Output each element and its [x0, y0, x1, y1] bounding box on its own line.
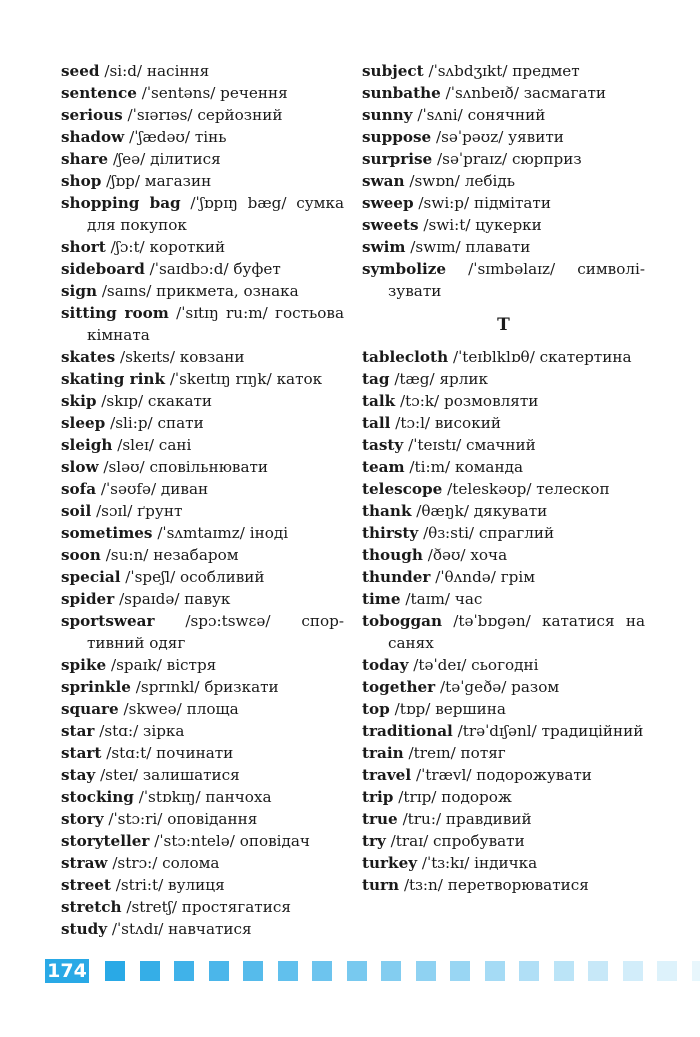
- s-entries: [362, 60, 645, 302]
- headword: sleep: [61, 414, 106, 432]
- transcription-translation: /stɑ:t/ починати: [106, 744, 234, 762]
- dictionary-entry: [61, 676, 344, 698]
- transcription-translation: /ˈsɪərɪəs/ серйозний: [127, 106, 283, 124]
- headword: share: [61, 150, 109, 168]
- dictionary-entry: [362, 808, 645, 830]
- dictionary-entry: [61, 764, 344, 786]
- footer-decor-square: [519, 961, 539, 981]
- transcription-translation: /ʃɒp/ магазин: [106, 172, 212, 190]
- footer-decor-square: [105, 961, 125, 981]
- headword: sunbathe: [362, 84, 441, 102]
- footer-decor-square: [278, 961, 298, 981]
- dictionary-entry: [362, 698, 645, 720]
- dictionary-entry: [61, 346, 344, 368]
- dictionary-entry: [362, 60, 645, 82]
- dictionary-entry: [61, 852, 344, 874]
- transcription-translation: /səˈpraɪz/ сюрприз: [437, 150, 582, 168]
- transcription-translation: /səˈpəʊz/ уявити: [436, 128, 564, 146]
- headword: slow: [61, 458, 99, 476]
- headword: sprinkle: [61, 678, 131, 696]
- headword: stocking: [61, 788, 134, 806]
- dictionary-entry: [61, 698, 344, 720]
- transcription-translation: /ti:m/ команда: [409, 458, 523, 476]
- headword: sofa: [61, 480, 97, 498]
- transcription-translation: /swi:t/ цукерки: [423, 216, 542, 234]
- transcription-translation: /ˈʃɒpɪŋ bæg/ сумка для покупок: [87, 194, 345, 234]
- headword: sweep: [362, 194, 414, 212]
- transcription-translation: /tɔ:l/ високий: [395, 414, 501, 432]
- headword: soon: [61, 546, 101, 564]
- headword: together: [362, 678, 436, 696]
- dictionary-entry: [61, 280, 344, 302]
- dictionary-entry: [61, 170, 344, 192]
- footer-decor-square: [485, 961, 505, 981]
- transcription-translation: /stɑ:/ зірка: [99, 722, 185, 740]
- dictionary-entry: [362, 764, 645, 786]
- transcription-translation: /sɔɪl/ ґрунт: [96, 502, 183, 520]
- dictionary-entry: [362, 610, 645, 654]
- dictionary-entry: [61, 412, 344, 434]
- dictionary-entry: [61, 302, 344, 346]
- transcription-translation: /swi:p/ підмітати: [418, 194, 551, 212]
- dictionary-entry: [61, 258, 344, 280]
- footer-decor-square: [243, 961, 263, 981]
- transcription-translation: /ðəʊ/ хоча: [427, 546, 508, 564]
- headword: trip: [362, 788, 394, 806]
- dictionary-entry: [362, 192, 645, 214]
- transcription-translation: /ʃeə/ ділитися: [112, 150, 221, 168]
- dictionary-entry: [362, 544, 645, 566]
- transcription-translation: /ˈsaɪdbɔ:d/ буфет: [149, 260, 281, 278]
- headword: symbolize: [362, 260, 447, 278]
- headword: sign: [61, 282, 97, 300]
- dictionary-entry: [362, 434, 645, 456]
- dictionary-entry: [362, 676, 645, 698]
- transcription-translation: /sleɪ/ сані: [117, 436, 192, 454]
- page-number: 174: [45, 959, 89, 983]
- dictionary-entry: [362, 830, 645, 852]
- headword: traditional: [362, 722, 453, 740]
- transcription-translation: /stri:t/ вулиця: [115, 876, 225, 894]
- headword: team: [362, 458, 405, 476]
- headword: try: [362, 832, 386, 850]
- dictionary-entry: [362, 852, 645, 874]
- transcription-translation: /traɪ/ спробувати: [390, 832, 525, 850]
- headword: shop: [61, 172, 102, 190]
- transcription-translation: /ˈtɜ:kɪ/ індичка: [421, 854, 538, 872]
- dictionary-entry: [362, 148, 645, 170]
- transcription-translation: /stretʃ/ простягатися: [126, 898, 291, 916]
- transcription-translation: /θɜ:sti/ спраглий: [423, 524, 555, 542]
- footer-decor-square: [657, 961, 677, 981]
- dictionary-entry: [61, 588, 344, 610]
- footer-decor-square: [209, 961, 229, 981]
- transcription-translation: /skweə/ площа: [123, 700, 239, 718]
- left-column: [61, 60, 344, 940]
- footer-decor-square: [416, 961, 436, 981]
- headword: stay: [61, 766, 96, 784]
- transcription-translation: /swɒn/ лебідь: [409, 172, 515, 190]
- dictionary-entry: [61, 60, 344, 82]
- footer-decor-square: [588, 961, 608, 981]
- transcription-translation: /sprɪnkl/ бризкати: [135, 678, 279, 696]
- dictionary-entry: [362, 500, 645, 522]
- transcription-translation: /ˈsʌnbeɪð/ засмагати: [445, 84, 607, 102]
- transcription-translation: /spɔ:tswɛə/ спортивний одяг: [87, 612, 344, 652]
- headword: swim: [362, 238, 406, 256]
- dictionary-entry: [362, 456, 645, 478]
- dictionary-entry: [362, 82, 645, 104]
- transcription-translation: /ˈsʌbdʒɪkt/ предмет: [428, 62, 580, 80]
- dictionary-entry: [61, 720, 344, 742]
- transcription-translation: /θæŋk/ дякувати: [416, 502, 548, 520]
- dictionary-entry: [362, 478, 645, 500]
- headword: street: [61, 876, 111, 894]
- transcription-translation: /swɪm/ плавати: [410, 238, 531, 256]
- headword: telescope: [362, 480, 443, 498]
- transcription-translation: /tæg/ ярлик: [394, 370, 489, 388]
- dictionary-entry: [61, 786, 344, 808]
- dictionary-entry: [61, 808, 344, 830]
- headword: seed: [61, 62, 100, 80]
- dictionary-entry: [61, 522, 344, 544]
- transcription-translation: /ˈsentəns/ речення: [141, 84, 288, 102]
- transcription-translation: /ˈspeʃl/ особливий: [125, 568, 265, 586]
- transcription-translation: /ˈskeɪtɪŋ rɪŋk/ каток: [169, 370, 323, 388]
- dictionary-entry: [61, 82, 344, 104]
- dictionary-entry: [61, 610, 344, 654]
- headword: soil: [61, 502, 92, 520]
- headword: stretch: [61, 898, 122, 916]
- footer-decor-square: [347, 961, 367, 981]
- dictionary-entry: [362, 786, 645, 808]
- transcription-translation: /tɜ:n/ перетворюватися: [403, 876, 589, 894]
- transcription-translation: /saɪns/ прикмета, ознака: [101, 282, 299, 300]
- headword: tasty: [362, 436, 404, 454]
- dictionary-entry: [362, 588, 645, 610]
- dictionary-entry: [362, 874, 645, 896]
- headword: serious: [61, 106, 123, 124]
- headword: true: [362, 810, 398, 828]
- transcription-translation: /təˈbɒgən/ кататися на санях: [388, 612, 645, 652]
- headword: top: [362, 700, 390, 718]
- footer-decor-square: [381, 961, 401, 981]
- headword: today: [362, 656, 409, 674]
- headword: skip: [61, 392, 97, 410]
- headword: sitting room: [61, 304, 169, 322]
- footer-decor-square: [623, 961, 643, 981]
- transcription-translation: /ˈsʌni/ сонячний: [417, 106, 546, 124]
- dictionary-entry: [61, 390, 344, 412]
- transcription-translation: /tru:/ правдивий: [402, 810, 532, 828]
- dictionary-entry: [362, 368, 645, 390]
- transcription-translation: /trɪp/ подорож: [398, 788, 512, 806]
- headword: short: [61, 238, 106, 256]
- transcription-translation: /si:d/ насіння: [104, 62, 210, 80]
- transcription-translation: /ˈstʌdɪ/ навчатися: [111, 920, 252, 938]
- headword: thirsty: [362, 524, 419, 542]
- dictionary-entry: [61, 434, 344, 456]
- transcription-translation: /treɪn/ потяг: [408, 744, 506, 762]
- transcription-translation: /ˈstɔ:ntelə/ оповідач: [154, 832, 310, 850]
- dictionary-entry: [61, 566, 344, 588]
- transcription-translation: /ˈteɪstɪ/ смачний: [408, 436, 536, 454]
- footer-decor-square: [174, 961, 194, 981]
- transcription-translation: /taɪm/ час: [405, 590, 483, 608]
- headword: talk: [362, 392, 396, 410]
- dictionary-entry: [61, 742, 344, 764]
- dictionary-entry: [61, 148, 344, 170]
- headword: thank: [362, 502, 412, 520]
- transcription-translation: /təˈgeðə/ разом: [439, 678, 560, 696]
- transcription-translation: /ˈtrævl/ подорожувати: [415, 766, 592, 784]
- dictionary-entry: [61, 368, 344, 390]
- headword: toboggan: [362, 612, 443, 630]
- dictionary-entry: [362, 258, 645, 302]
- headword: surprise: [362, 150, 433, 168]
- dictionary-entry: [61, 896, 344, 918]
- transcription-translation: /ˈʃædəʊ/ тінь: [129, 128, 227, 146]
- transcription-translation: /spaɪdə/ павук: [119, 590, 231, 608]
- headword: sportswear: [61, 612, 155, 630]
- headword: skating rink: [61, 370, 165, 388]
- dictionary-entry: [362, 566, 645, 588]
- headword: shopping bag: [61, 194, 181, 212]
- transcription-translation: /ˈsʌmtaɪmz/ іноді: [157, 524, 289, 542]
- dictionary-entry: [61, 126, 344, 148]
- dictionary-entry: [362, 104, 645, 126]
- headword: tall: [362, 414, 391, 432]
- headword: swan: [362, 172, 405, 190]
- dictionary-entry: [362, 412, 645, 434]
- headword: suppose: [362, 128, 432, 146]
- dictionary-entry: [61, 654, 344, 676]
- headword: travel: [362, 766, 412, 784]
- headword: time: [362, 590, 401, 608]
- dictionary-entry: [362, 236, 645, 258]
- transcription-translation: /ʃɔ:t/ короткий: [110, 238, 226, 256]
- headword: turkey: [362, 854, 418, 872]
- headword: spider: [61, 590, 115, 608]
- transcription-translation: /ˈsɪmbəlaɪz/ символізувати: [388, 260, 645, 300]
- dictionary-entry: [362, 170, 645, 192]
- dictionary-entry: [362, 522, 645, 544]
- headword: subject: [362, 62, 424, 80]
- headword: sleigh: [61, 436, 113, 454]
- dictionary-entry: [362, 126, 645, 148]
- dictionary-entry: [61, 874, 344, 896]
- transcription-translation: /strɔ:/ солома: [112, 854, 220, 872]
- transcription-translation: /tɔ:k/ розмовляти: [399, 392, 539, 410]
- transcription-translation: /steɪ/ залишатися: [100, 766, 240, 784]
- headword: sometimes: [61, 524, 153, 542]
- transcription-translation: /ˈstɔ:ri/ оповідання: [108, 810, 258, 828]
- headword: shadow: [61, 128, 125, 146]
- headword: spike: [61, 656, 107, 674]
- transcription-translation: /spaɪk/ вістря: [110, 656, 217, 674]
- transcription-translation: /tɒp/ вершина: [394, 700, 506, 718]
- headword: straw: [61, 854, 108, 872]
- section-letter: T: [497, 315, 510, 335]
- headword: tablecloth: [362, 348, 449, 366]
- transcription-translation: /ˈteɪblklɒθ/ скатертина: [452, 348, 632, 366]
- dictionary-entry: [61, 500, 344, 522]
- headword: turn: [362, 876, 400, 894]
- footer-decor-square: [692, 961, 700, 981]
- headword: square: [61, 700, 119, 718]
- footer-decor-square: [554, 961, 574, 981]
- transcription-translation: /skeɪts/ ковзани: [119, 348, 245, 366]
- t-entries: [362, 346, 645, 896]
- dictionary-entry: [61, 104, 344, 126]
- transcription-translation: /skɪp/ скакати: [101, 392, 213, 410]
- footer-decor-square: [140, 961, 160, 981]
- transcription-translation: /sləʊ/ сповільнювати: [103, 458, 269, 476]
- dictionary-entry: [61, 236, 344, 258]
- footer-decor-square: [450, 961, 470, 981]
- headword: storyteller: [61, 832, 150, 850]
- headword: train: [362, 744, 404, 762]
- transcription-translation: /ˈstɒkɪŋ/ панчоха: [138, 788, 272, 806]
- transcription-translation: /ˈsɪtɪŋ ru:m/ гостьова кімната: [87, 304, 345, 344]
- headword: sweets: [362, 216, 419, 234]
- headword: sideboard: [61, 260, 145, 278]
- headword: special: [61, 568, 121, 586]
- dictionary-entry: [362, 390, 645, 412]
- transcription-translation: /təˈdeɪ/ сьогодні: [413, 656, 539, 674]
- transcription-translation: /ˈθʌndə/ грім: [435, 568, 536, 586]
- transcription-translation: /su:n/ незабаром: [105, 546, 239, 564]
- headword: though: [362, 546, 423, 564]
- dictionary-entry: [61, 456, 344, 478]
- dictionary-entry: [362, 346, 645, 368]
- headword: sunny: [362, 106, 413, 124]
- footer-decor-square: [312, 961, 332, 981]
- dictionary-entry: [61, 830, 344, 852]
- dictionary-entry: [61, 192, 344, 236]
- headword: tag: [362, 370, 390, 388]
- transcription-translation: /teleskəʊp/ телескоп: [447, 480, 610, 498]
- dictionary-entry: [362, 720, 645, 742]
- dictionary-entry: [362, 742, 645, 764]
- headword: study: [61, 920, 108, 938]
- dictionary-entry: [61, 918, 344, 940]
- transcription-translation: /trəˈdɪʃənl/ традиційний: [457, 722, 644, 740]
- headword: skates: [61, 348, 116, 366]
- dictionary-entry: [61, 478, 344, 500]
- dictionary-entry: [61, 544, 344, 566]
- transcription-translation: /sli:p/ спати: [110, 414, 204, 432]
- headword: story: [61, 810, 104, 828]
- right-column: [362, 60, 645, 896]
- headword: sentence: [61, 84, 137, 102]
- transcription-translation: /ˈsəʊfə/ диван: [100, 480, 209, 498]
- dictionary-entry: [362, 214, 645, 236]
- dictionary-entry: [362, 654, 645, 676]
- headword: thunder: [362, 568, 431, 586]
- headword: star: [61, 722, 95, 740]
- headword: start: [61, 744, 102, 762]
